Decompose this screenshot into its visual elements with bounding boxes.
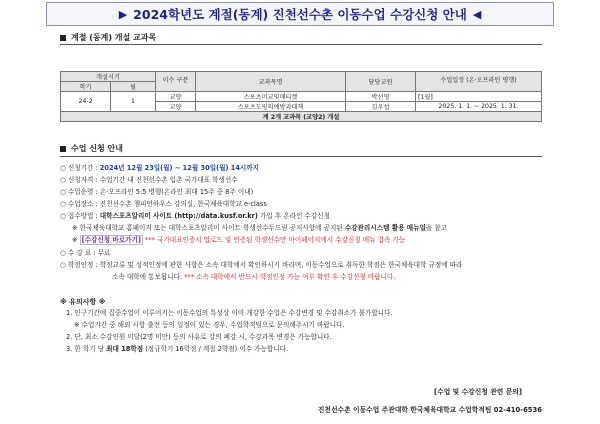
caution-item-1: 1. 인구기간에 집중수업이 이루어지는 이동수업의 특성상 이미 개강한 수업은 수강변경 및 수강취소가 불가합니다. [66,309,393,317]
contact-box: [수업 및 수강신청 관련 문의] [434,387,522,396]
info-note-manual: ※ 한국체육대학교 홈페이지 또는 대학스포츠알리미 사이트 학생선수두드림 공지사항에 공지된 수강관리시스템 활용 매뉴얼을 참고 [72,224,448,232]
circle-bullet-icon: ○ [60,212,68,220]
contact-line: 진천선수촌 이동수업 주관대학 한국체육대학교 수업학적팀 02-410-6536 [317,406,542,414]
table-header-semester-group: 개설시기 [61,72,156,82]
section-heading-courses [60,32,156,43]
method-site-link[interactable]: 대학스포츠알리미 사이트 (http://data.kusf.or.kr) [99,212,258,220]
circle-bullet-icon: ○ [60,176,68,184]
apply-shortcut-link[interactable]: [수강신청 바로가기] [81,236,141,244]
right-triangle-icon: ▶ [118,7,128,21]
section-heading-text: 수업 신청 안내 [71,144,123,153]
table-header-grade: 학기 [61,82,111,92]
table-header-type: 이수 구분 [156,72,196,92]
table-header-schedule: 수업일정 (온·오프라인 병행) [416,72,542,92]
circle-bullet-icon: ○ [60,261,68,269]
cell-course: 스포츠미교및매티켓 [196,92,346,102]
info-credit: ○ 학점인정 : 학점교류 및 성적인정에 관한 사항은 소속 대학에서 확인하시기 바라며, 이동수업으로 취득한 학점은 한국체육대학 규정에 따라 [60,261,463,269]
table-header-course: 교과목명 [196,72,346,92]
cell-professor: 김우섭 [346,102,416,112]
page-title [46,2,554,26]
square-bullet-icon [60,146,66,152]
cell-type: 교양 [156,102,196,112]
table-footer-row [61,112,542,122]
cell-professor: 박선영 [346,92,416,102]
cell-course: 스포츠도핑의예방과대책 [196,102,346,112]
cell-schedule-note: [1월] [416,92,542,102]
circle-bullet-icon: ○ [60,164,68,172]
table-footer-total: 계 2개 교과목 (교양2) 개설 [61,112,542,122]
cell-month: 1 [111,92,156,112]
divider [60,44,542,45]
table-header-professor: 담당교원 [346,72,416,92]
table-header-month: 월 [111,82,156,92]
divider [60,156,542,157]
info-credit-cont: 소속 대학에 통보됩니다. *** 소속 대학에서 반드시 학점인정 가능 여부 확인 후 수강신청 바랍니다. [112,273,396,281]
circle-bullet-icon: ○ [60,188,68,196]
table-row [61,92,542,102]
cell-semester: 24-2 [61,92,111,112]
info-method: ○ 접수방법 : 대학스포츠알리미 사이트 (http://data.kusf.or.kr) 가입 후 온라인 수강신청 [60,212,330,220]
caution-item-3: 3. 한 학기 당 최대 18학점 (정규학기 16학점 / 계절 2학점) 이수 가능합니다. [66,345,289,353]
info-eligibility: ○ 신청자격 : 수업기간 내 진천선수촌 입촌 국가대표 학생선수 [60,176,238,184]
caution-item-1-note: ※ 수업기간 중 해외 시합 출전 등의 일정이 있는 경우, 수업학적팀으로 문의해주시기 바랍니다. [74,321,345,329]
section-heading-text: 계절 (동계) 개설 교과목 [71,33,157,42]
caution-item-2: 2. 단, 최소 수강인원 미달(2명 미만) 등의 사유로 강의 폐강 시, 수강과목 변경은 가능합니다. [66,333,332,341]
circle-bullet-icon: ○ [60,249,68,257]
manual-name: 수강관리시스템 활용 매뉴얼 [344,224,426,232]
left-triangle-icon: ◀ [472,7,482,21]
caution-title: ※ 유의사항 ※ [60,298,106,306]
section-heading-application [60,143,123,154]
square-bullet-icon [60,35,66,41]
circle-bullet-icon: ○ [60,200,68,208]
period-value: 2024년 12월 23일(월) ~ 12월 30일(월) 14시까지 [99,164,260,172]
info-note-apply-link: ※ [수강신청 바로가기] *** 국가대표인증서 업로드 및 인증된 학생선수만 마이페이지에서 수강신청 메뉴 접속 가능 [72,236,406,244]
course-table [60,71,542,122]
info-operation: ○ 수업운영 : 온·오프라인 5:5 병행(온라인 최대 15주 중 8주 이내) [60,188,254,196]
page-title-text: 2024학년도 계절(동계) 진천선수촌 이동수업 수강신청 안내 [133,7,467,22]
info-period: ○ 신청기간 : 2024년 12월 23일(월) ~ 12월 30일(월) 14시까지 [60,164,260,172]
info-fee: ○ 수 강 료 : 무료 [60,249,111,257]
info-place: ○ 수업장소 : 진천선수촌 챔피언하우스 강의실, 한국체육대학교 e-class [60,200,267,208]
cell-type: 교양 [156,92,196,102]
cell-schedule-dates: 2025. 1. 1. ~ 2025. 1. 31. [416,102,542,112]
